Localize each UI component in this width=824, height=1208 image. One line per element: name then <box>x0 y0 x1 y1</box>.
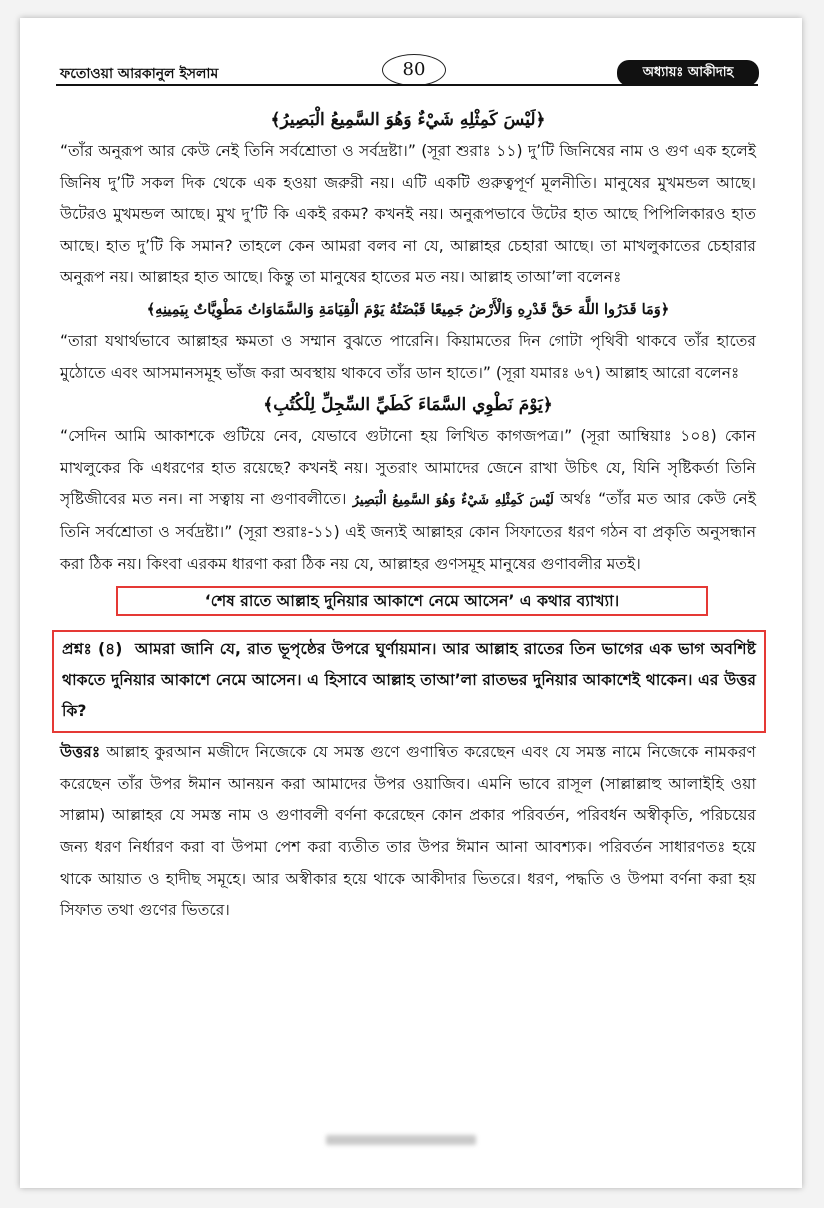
quran-verse-2: ﴿وَمَا قَدَرُوا اللَّهَ حَقَّ قَدْرِهِ وَالْأَرْضُ جَمِيعًا قَبْضَتُهُ يَوْمَ الْقِيَامَةِ وَالسَّمَاوَاتُ مَطْوِيَّاتٌ بِيَمِينِهِ﴾ <box>146 300 670 318</box>
book-title: ফতোওয়া আরকানুল ইসলাম <box>60 66 219 82</box>
page-number: 80 <box>382 54 446 86</box>
page-content <box>60 104 756 927</box>
inline-verse: لَيْسَ كَمِثْلِهِ شَيْءٌ وَهُوَ السَّمِيعُ الْبَصِيرُ <box>352 493 554 509</box>
paragraph-3 <box>60 421 756 580</box>
quran-verse-1: ﴿لَيْسَ كَمِثْلِهِ شَيْءٌ وَهُوَ السَّمِيعُ الْبَصِيرُ﴾ <box>270 110 546 130</box>
question-box <box>52 630 766 733</box>
paragraph-3-end: অর্থঃ “তাঁর মত আর কেউ নেই তিনি সর্বশ্রোতা ও সর্বদ্রষ্টা।” (সূরা শুরাঃ-১১) এই জন্যই আল্লাহর কোন সিফাতের ধরণ গঠন বা প্রকৃতি অনুসন্ধান করা ঠিক নয়। কিংবা এরকম ধারণা করা ঠিক নয় যে, আল্লাহর গুণসমূহ মানুষের গুণাবলীর মতই। <box>60 490 756 573</box>
quran-verse-3: ﴿يَوْمَ نَطْوِي السَّمَاءَ كَطَيِّ السِّجِلِّ لِلْكُتُبِ﴾ <box>263 395 553 416</box>
paragraph-3-start: “সেদিন আমি আকাশকে গুটিয়ে নেব, যেভাবে গুটানো হয় লিখিত কাগজপত্র।” (সূরা আম্বিয়াঃ ১০৪) কোন মাখলুকের কি এধরণের হাত রয়েছে? কখনই নয়। সুতরাং আমাদের জেনে রাখা উচিৎ যে, যিনি সৃষ্টিকর্তা তিনি সৃষ্টিজীবের মত নন। না সত্বায় না গুণাবলীতে। <box>60 427 756 509</box>
footer-watermark-blurred <box>326 1135 476 1145</box>
question-text: আমরা জানি যে, রাত ভূপৃষ্ঠের উপরে ঘুর্ণায়মান। আর আল্লাহ রাতের তিন ভাগের এক ভাগ অবশিষ্ট থাকতে দুনিয়ার আকাশে নেমে আসেন। এ হিসাবে আল্লাহ তাআ’লা রাতভর দুনিয়ার আকাশেই থাকেন। এর উত্তর কি? <box>62 640 757 721</box>
paragraph-1: “তাঁর অনুরূপ আর কেউ নেই তিনি সর্বশ্রোতা ও সর্বদ্রষ্টা।” (সূরা শুরাঃ ১১) দু’টি জিনিষের নাম ও গুণ এক হলেই জিনিষ দু’টি সকল দিক থেকে এক হওয়া জরুরী নয়। এটি একটি গুরুত্বপূর্ণ মূলনীতি। মানুষের মুখমন্ডল আছে। উটেরও মুখমন্ডল আছে। মুখ দু’টি কি একই রকম? কখনই নয়। অনুরূপভাবে উটের হাত আছে পিপিলিকারও হাত আছে। হাত দু’টি কি সমান? তাহলে কেন আমরা বলব না যে, আল্লাহর চেহারা আছে। তা মাখলুকাতের চেহারার অনুরূপ নয়। আল্লাহর হাত আছে। কিন্তু তা মানুষের হাতের মত নয়। আল্লাহ তাআ’লা বলেনঃ <box>60 142 756 287</box>
answer-text: আল্লাহ কুরআন মজীদে নিজেকে যে সমস্ত গুণে গুণান্বিত করেছেন এবং যে সমস্ত নামে নিজেকে নামকরণ করেছেন তাঁর উপর ঈমান আনয়ন করা আমাদের উপর ওয়াজিব। এমনি ভাবে রাসূল (সাল্লাল্লাহু আলাইহি ওয়া সাল্লাম) আল্লাহর যে সমস্ত নাম ও গুণাবলী বর্ণনা করেছেন কোন প্রকার পরিবর্তন, পরিবর্ধন অস্বীকৃতি, পরিচয়ের জন্য ধরণ নির্ধারণ করা বা উপমা পেশ করা ব্যতীত তার উপর ঈমান আনা আবশ্যক। পরিবর্তন সাধারণতঃ হয়ে থাকে আয়াত ও হাদীছ সমূহে। আর অস্বীকার হয়ে থাকে আকীদার ভিতরে। ধরণ, পদ্ধতি ও উপমা বর্ণনা করা হয় সিফাত তথা গুণের ভিতরে। <box>60 743 756 920</box>
question-label: প্রশ্নঃ (৪) <box>62 640 123 659</box>
chapter-badge: অধ্যায়ঃ আকীদাহ <box>617 60 759 86</box>
answer-paragraph <box>60 737 756 927</box>
document-page <box>20 18 802 1188</box>
section-title: ‘শেষ রাতে আল্লাহ দুনিয়ার আকাশে নেমে আসেন’ এ কথার ব্যাখ্যা। <box>116 586 708 616</box>
paragraph-2: “তারা যথার্থভাবে আল্লাহর ক্ষমতা ও সম্মান বুঝতে পারেনি। কিয়ামতের দিন গোটা পৃথিবী থাকবে তাঁর হাতের মুঠোতে এবং আসমানসমূহ ভাঁজ করা অবস্থায় থাকবে তাঁর ডান হাতে।” (সূরা যমারঃ ৬৭) আল্লাহ আরো বলেনঃ <box>60 331 756 382</box>
answer-label: উত্তরঃ <box>60 743 101 762</box>
